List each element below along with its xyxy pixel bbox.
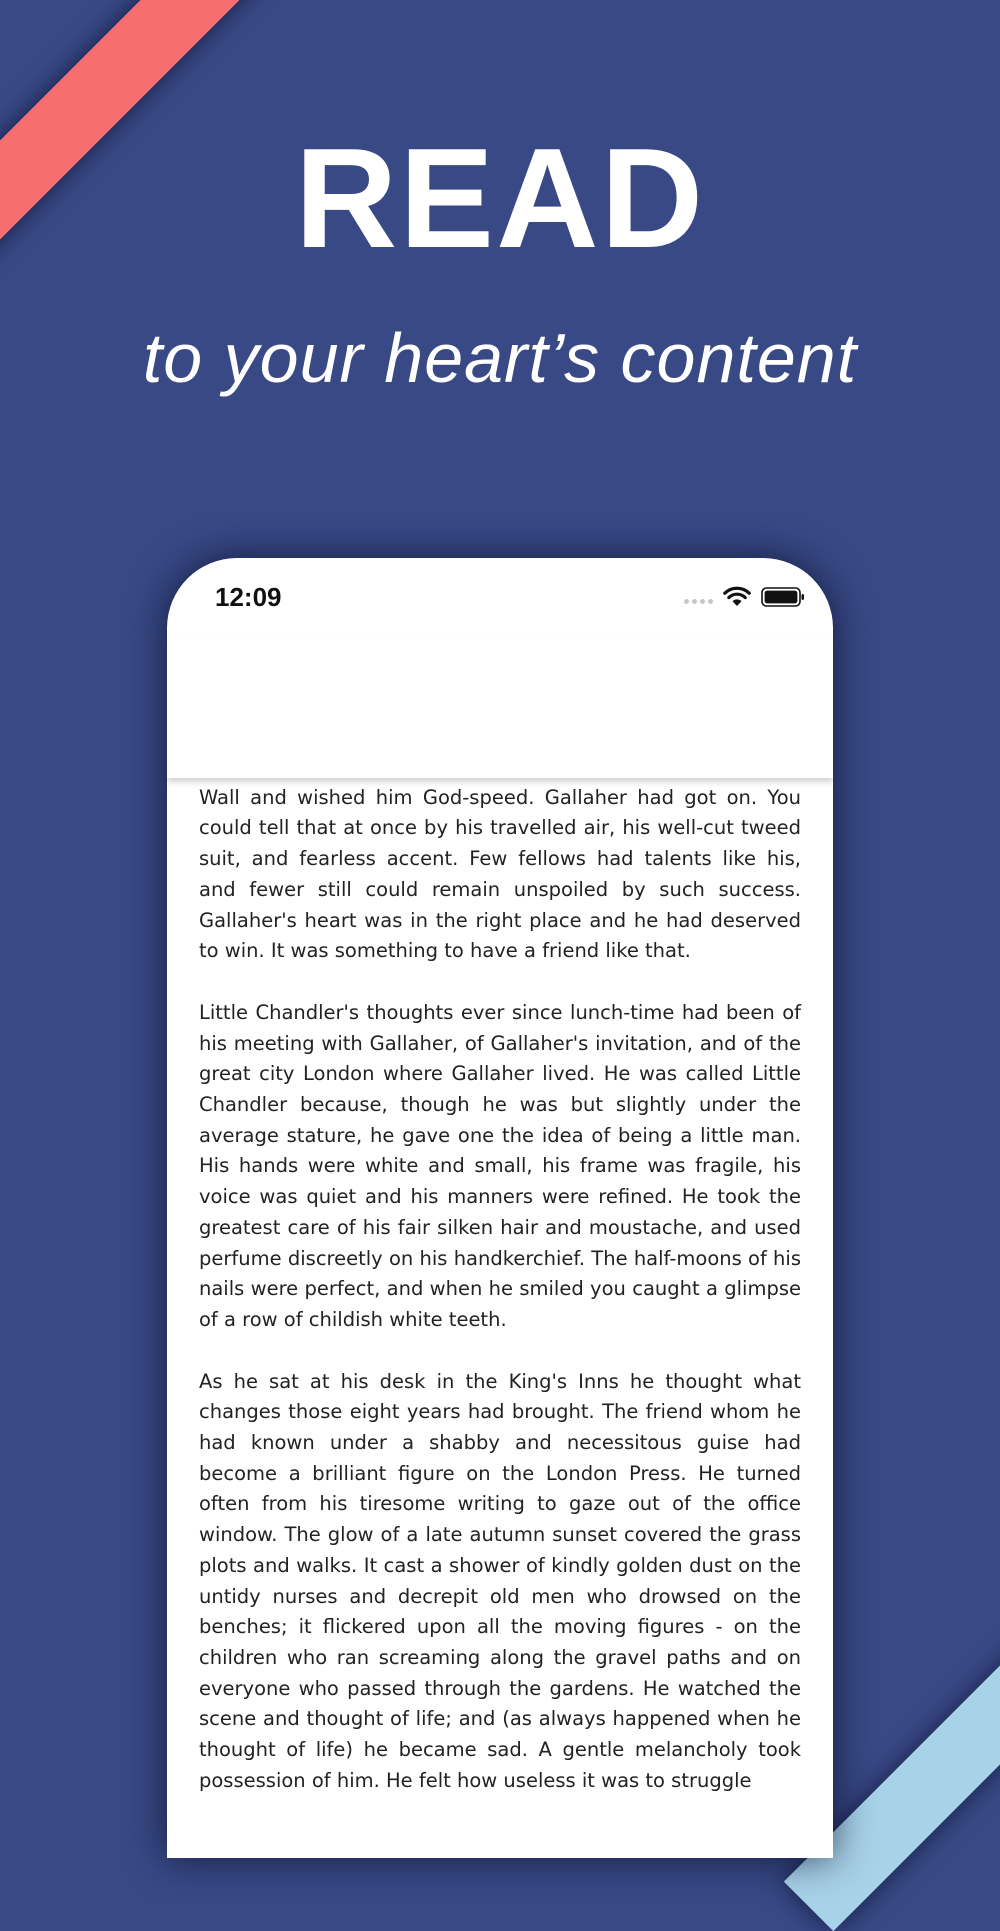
story-paragraph: As he sat at his desk in the King's Inns he thought what changes those eight years had brought. The friend whom he had known under a shabby and necessitous guise had become a brilliant figure on the London Press. He turned often from his tiresome writing to gaze out of the office window. The glow of a late autumn sunset covered the grass plots and walks. It cast a shower of kindly golden dust on the untidy nurses and decrepit old men who drowsed on the benches; it flickered upon all the moving figures - on the children who ran screaming along the gravel paths and on everyone who passed through the gardens. He watched the scene and thought of life; and (as always happened when he thought of life) he became sad. A gentle melancholy took possession of him. He felt how useless it was to struggle — [199, 1369, 801, 1792]
wifi-icon — [723, 586, 751, 608]
app-bar — [167, 638, 833, 778]
battery-icon — [761, 586, 805, 608]
story-paragraph: Little Chandler's thoughts ever since lunch-time had been of his meeting with Gallaher, of Gallaher's invitation, and of the great city London where Gallaher lived. He was called Little Chandler because, though he was but slightly under the average stature, he gave one the idea of being a little man. His hands were white and small, his frame was fragile, his voice was quiet and his manners were refined. He took the greatest care of his fair silken hair and moustache, and used perfume discreetly on his handkerchief. The half-moons of his nails were perfect, and when he smiled you caught a glimpse of a row of childish white teeth. — [199, 1000, 801, 1331]
status-icons — [684, 586, 805, 608]
story-paragraph: Wall and wished him God-speed. Gallaher had got on. You could tell that at once by his travelled air, his well-cut tweed suit, and fearless accent. Few fellows had talents like his, and fewer still could remain unspoiled by such success. Gallaher's heart was in the right place and he had deserved to win. It was something to have a friend like that. — [199, 785, 801, 963]
cellular-signal-icon — [684, 599, 713, 604]
status-bar — [167, 558, 833, 638]
promo-headline: READ — [294, 119, 706, 278]
status-time: 12:09 — [215, 582, 282, 612]
promo-tagline: to your heart’s content — [142, 319, 858, 397]
phone-mockup — [167, 558, 833, 1858]
story-content[interactable] — [199, 752, 801, 1828]
